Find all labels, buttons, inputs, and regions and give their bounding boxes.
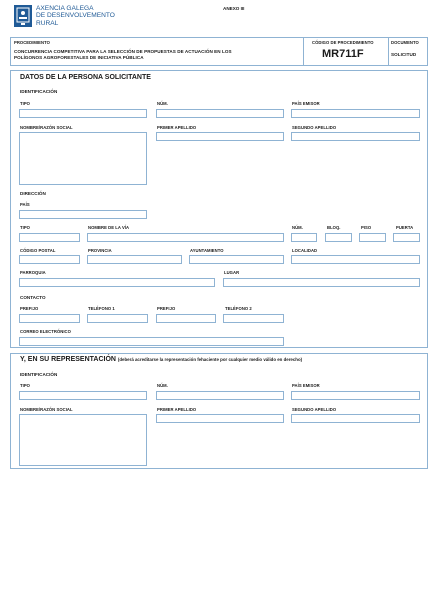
applicant-pais-emisor-label: PAÍS EMISOR (292, 101, 320, 106)
org-name-line3: RURAL (36, 19, 59, 27)
procedure-code-label: CÓDIGO DE PROCEDIMIENTO (312, 40, 374, 45)
applicant-ayuntamiento-input[interactable] (189, 255, 284, 264)
applicant-nombre-input[interactable] (19, 132, 147, 185)
representative-panel-title (20, 356, 302, 363)
applicant-via-tipo-input[interactable] (19, 233, 80, 242)
representative-segundo-apellido-label: SEGUNDO APELLIDO (292, 407, 337, 412)
applicant-pais-emisor-input[interactable] (291, 109, 420, 118)
applicant-parroquia-label: PARROQUIA (20, 270, 46, 275)
applicant-num-label: NÚM. (157, 101, 168, 106)
representative-primer-apellido-label: PRIMER APELLIDO (157, 407, 197, 412)
applicant-telefono2-input[interactable] (223, 314, 284, 323)
representative-pais-emisor-label: PAÍS EMISOR (292, 383, 320, 388)
applicant-segundo-apellido-input[interactable] (291, 132, 420, 141)
applicant-primer-apellido-label: PRIMER APELLIDO (157, 125, 197, 130)
applicant-bloq-label: BLOQ. (327, 225, 341, 230)
document-value: SOLICITUD (391, 52, 417, 57)
applicant-identification-heading: IDENTIFICACIÓN (20, 89, 58, 94)
representative-num-label: NÚM. (157, 383, 168, 388)
applicant-provincia-label: PROVINCIA (88, 248, 112, 253)
shield-emblem-icon (14, 5, 32, 27)
xunta-logo (14, 5, 32, 27)
representative-nombre-input[interactable] (19, 414, 147, 466)
applicant-puerta-label: PUERTA (396, 225, 414, 230)
applicant-pais-label: PAÍS (20, 202, 30, 207)
applicant-segundo-apellido-label: SEGUNDO APELLIDO (292, 125, 337, 130)
org-name (36, 5, 115, 27)
applicant-codigo-postal-input[interactable] (19, 255, 80, 264)
applicant-piso-input[interactable] (359, 233, 386, 242)
applicant-localidad-input[interactable] (291, 255, 420, 264)
representative-nombre-label: NOMBRE/RAZÓN SOCIAL (20, 407, 73, 412)
org-name-line1: AXENCIA GALEGA (36, 5, 94, 12)
applicant-puerta-input[interactable] (393, 233, 420, 242)
org-name-line2: DE DESENVOLVEMENTO (36, 12, 115, 20)
representative-note: (deberá acreditarse la representación fehaciente por cualquier medio válido en derecho) (117, 357, 303, 362)
procedure-label: PROCEDIMIENTO (14, 40, 50, 45)
procedure-code-value: MR711F (322, 48, 364, 60)
applicant-contacto-heading: CONTACTO (20, 295, 46, 300)
applicant-via-num-input[interactable] (291, 233, 317, 242)
applicant-bloq-input[interactable] (325, 233, 352, 242)
annex-label: ANEXO III (223, 6, 245, 11)
applicant-tipo-input[interactable] (19, 109, 147, 118)
representative-tipo-input[interactable] (19, 391, 147, 400)
applicant-ayuntamiento-label: AYUNTAMIENTO (190, 248, 224, 253)
applicant-piso-label: PISO (361, 225, 372, 230)
applicant-codigo-postal-label: CÓDIGO POSTAL (20, 248, 56, 253)
representative-primer-apellido-input[interactable] (156, 414, 284, 423)
applicant-telefono1-input[interactable] (87, 314, 148, 323)
procedure-text-line1: CONCURRENCIA COMPETITIVA PARA LA SELECCIÓN DE PROPUESTAS DE ACTUACIÓN EN LOS (14, 49, 232, 54)
applicant-prefijo2-input[interactable] (156, 314, 216, 323)
applicant-nombre-label: NOMBRE/RAZÓN SOCIAL (20, 125, 73, 130)
applicant-panel-title: DATOS DE LA PERSONA SOLICITANTE (20, 74, 151, 81)
applicant-prefijo1-label: PREFIJO (20, 306, 39, 311)
applicant-prefijo1-input[interactable] (19, 314, 80, 323)
applicant-prefijo2-label: PREFIJO (157, 306, 176, 311)
applicant-tipo-label: TIPO (20, 101, 30, 106)
proc-divider-2 (388, 38, 389, 65)
applicant-telefono2-label: TELÉFONO 2 (225, 306, 252, 311)
applicant-lugar-label: LUGAR (224, 270, 240, 275)
applicant-num-input[interactable] (156, 109, 284, 118)
representative-tipo-label: TIPO (20, 383, 30, 388)
representative-identification-heading: IDENTIFICACIÓN (20, 372, 58, 377)
proc-divider-1 (303, 38, 304, 65)
document-label: DOCUMENTO (391, 40, 419, 45)
representative-pais-emisor-input[interactable] (291, 391, 420, 400)
applicant-via-num-label: NÚM. (292, 225, 303, 230)
applicant-via-tipo-label: TIPO (20, 225, 30, 230)
representative-title: Y, EN SU REPRESENTACIÓN (20, 356, 116, 363)
representative-segundo-apellido-input[interactable] (291, 414, 420, 423)
applicant-localidad-label: LOCALIDAD (292, 248, 318, 253)
applicant-primer-apellido-input[interactable] (156, 132, 284, 141)
applicant-telefono1-label: TELÉFONO 1 (88, 306, 115, 311)
applicant-direccion-heading: DIRECCIÓN (20, 191, 46, 196)
applicant-correo-input[interactable] (19, 337, 284, 346)
applicant-pais-input[interactable] (19, 210, 147, 219)
applicant-lugar-input[interactable] (223, 278, 420, 287)
representative-num-input[interactable] (156, 391, 284, 400)
procedure-text-line2: POLÍGONOS AGROFORESTALES DE INICIATIVA PÚBLICA (14, 55, 144, 60)
applicant-parroquia-input[interactable] (19, 278, 215, 287)
applicant-correo-label: CORREO ELECTRÓNICO (20, 329, 71, 334)
applicant-nombre-via-input[interactable] (87, 233, 284, 242)
applicant-provincia-input[interactable] (87, 255, 182, 264)
applicant-nombre-via-label: NOMBRE DE LA VÍA (88, 225, 130, 230)
